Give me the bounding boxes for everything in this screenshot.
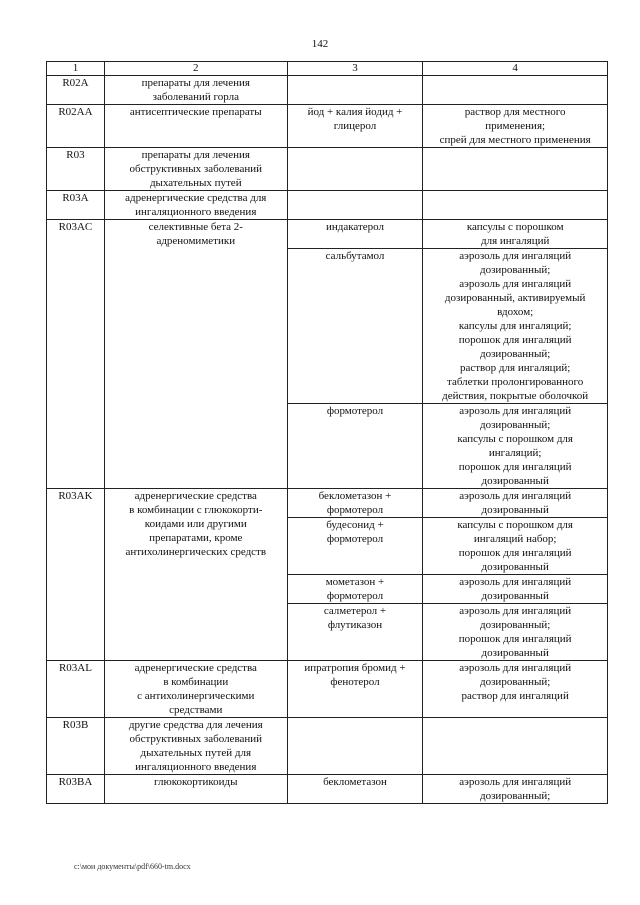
dosage-form-line: аэрозоль для ингаляций [459, 662, 572, 674]
group-name-line: коидами или другими [144, 518, 247, 530]
group-name-cell [104, 76, 287, 105]
dosage-form-line: порошок для ингаляций [458, 461, 572, 473]
atc-code-cell: R03 [47, 148, 105, 191]
dosage-form-line: капсулы для ингаляций; [458, 320, 572, 332]
drug-name-cell [287, 518, 423, 575]
drug-name-cell [287, 489, 423, 518]
dosage-form-line: дозированный; [479, 676, 551, 688]
drug-name-line: формотерол [326, 405, 384, 417]
dosage-form-line: аэрозоль для ингаляций [459, 605, 572, 617]
group-name-line: адренергические средства для [125, 192, 267, 204]
dosage-form-line: дозированный [481, 561, 549, 573]
dosage-form-line: аэрозоль для ингаляций [459, 776, 572, 788]
column-header-code: 1 [47, 62, 105, 76]
table-row [47, 76, 608, 105]
group-name-cell [104, 718, 287, 775]
dosage-form-cell [423, 575, 608, 604]
dosage-form-line: дозированный; [479, 790, 551, 802]
dosage-form-line: ингаляций; [488, 447, 542, 459]
column-header-group: 2 [104, 62, 287, 76]
group-name-cell [104, 220, 287, 489]
dosage-form-cell [423, 249, 608, 404]
atc-code-cell: R03BA [47, 775, 105, 804]
table-row [47, 661, 608, 718]
dosage-form-line: таблетки пролонгированного [447, 376, 584, 388]
dosage-form-cell [423, 775, 608, 804]
dosage-form-line: аэрозоль для ингаляций [459, 576, 572, 588]
dosage-form-line: для ингаляций [480, 235, 550, 247]
group-name-line: селективные бета 2- [148, 221, 243, 233]
dosage-form-line: аэрозоль для ингаляций [459, 490, 572, 502]
group-name-line: антисептические препараты [129, 106, 262, 118]
footer-file-path: c:\мои документы\pdf\660-tm.docx [74, 862, 191, 871]
group-name-line: антихолинергических средств [125, 546, 267, 558]
dosage-form-line: раствор для местного [464, 106, 566, 118]
atc-code-cell: R03AC [47, 220, 105, 489]
dosage-form-line: дозированный; [479, 619, 551, 631]
drug-name-cell [287, 191, 423, 220]
drug-name-cell [287, 575, 423, 604]
group-name-line: препаратами, кроме [149, 532, 243, 544]
group-name-line: заболеваний горла [152, 91, 239, 103]
drug-name-cell [287, 604, 423, 661]
atc-code-cell: R02AA [47, 105, 105, 148]
dosage-form-line: дозированный; [479, 348, 551, 360]
drug-name-line: йод + калия йодид + [307, 106, 403, 118]
group-name-cell [104, 775, 287, 804]
group-name-line: ингаляционного введения [135, 761, 257, 773]
dosage-form-line: порошок для ингаляций [458, 633, 572, 645]
drug-name-line: салметерол + [323, 605, 387, 617]
dosage-form-cell [423, 148, 608, 191]
atc-code-cell: R02A [47, 76, 105, 105]
drug-name-line: ипратропия бромид + [304, 662, 406, 674]
group-name-line: глюкокортикоиды [154, 776, 238, 788]
group-name-cell [104, 105, 287, 148]
group-name-line: дыхательных путей [149, 177, 242, 189]
drug-name-cell [287, 661, 423, 718]
group-name-line: адреномиметики [156, 235, 236, 247]
dosage-form-line: дозированный [481, 590, 549, 602]
dosage-form-line: порошок для ингаляций [458, 547, 572, 559]
table-row [47, 148, 608, 191]
header-row [47, 62, 608, 76]
table-row [47, 105, 608, 148]
column-header-drug: 3 [287, 62, 423, 76]
dosage-form-cell [423, 191, 608, 220]
drug-name-line: формотерол [326, 533, 384, 545]
dosage-form-cell [423, 604, 608, 661]
dosage-form-line: аэрозоль для ингаляций [459, 278, 572, 290]
table-row [47, 220, 608, 249]
drug-name-line: будесонид + [326, 519, 384, 531]
table-header [47, 62, 608, 76]
atc-code-cell: R03AL [47, 661, 105, 718]
group-name-cell [104, 661, 287, 718]
dosage-form-cell [423, 518, 608, 575]
group-name-line: дыхательных путей для [140, 747, 252, 759]
drug-name-line: фенотерол [330, 676, 380, 688]
group-name-line: обструктивных заболеваний [129, 163, 263, 175]
dosage-form-line: ингаляций набор; [473, 533, 557, 545]
group-name-line: средствами [169, 704, 223, 716]
dosage-form-cell [423, 718, 608, 775]
group-name-line: в комбинации с глюкокорти- [129, 504, 263, 516]
drug-name-line: формотерол [326, 504, 384, 516]
medicine-table [46, 61, 608, 804]
dosage-form-line: аэрозоль для ингаляций [459, 250, 572, 262]
group-name-line: препараты для лечения [141, 77, 250, 89]
dosage-form-cell [423, 105, 608, 148]
drug-name-cell [287, 220, 423, 249]
drug-name-cell [287, 105, 423, 148]
group-name-line: адренергические средства [134, 490, 257, 502]
atc-code-cell: R03A [47, 191, 105, 220]
drug-name-line: беклометазон + [318, 490, 392, 502]
drug-name-cell [287, 404, 423, 489]
dosage-form-cell [423, 76, 608, 105]
atc-code-cell: R03AK [47, 489, 105, 661]
table-body [47, 76, 608, 804]
dosage-form-line: капсулы с порошком для [457, 519, 573, 531]
dosage-form-line: дозированный [481, 647, 549, 659]
dosage-form-line: дозированный [481, 475, 549, 487]
dosage-form-line: раствор для ингаляций; [459, 362, 571, 374]
column-header-form: 4 [423, 62, 608, 76]
table-row [47, 489, 608, 518]
dosage-form-line: раствор для ингаляций [461, 690, 569, 702]
drug-name-line: флутиказон [327, 619, 383, 631]
group-name-cell [104, 191, 287, 220]
dosage-form-line: действия, покрытые оболочкой [442, 390, 589, 402]
drug-name-line: индакатерол [325, 221, 385, 233]
group-name-line: с антихолинергическими [137, 690, 255, 702]
table-row [47, 718, 608, 775]
group-name-line: другие средства для лечения [128, 719, 263, 731]
group-name-line: ингаляционного введения [135, 206, 257, 218]
drug-name-line: глицерол [333, 120, 377, 132]
drug-name-cell [287, 775, 423, 804]
drug-name-line: беклометазон [323, 776, 387, 788]
dosage-form-line: спрей для местного применения [439, 134, 591, 146]
dosage-form-line: капсулы с порошком для [457, 433, 573, 445]
dosage-form-line: аэрозоль для ингаляций [459, 405, 572, 417]
group-name-line: обструктивных заболеваний [129, 733, 263, 745]
dosage-form-line: дозированный; [479, 419, 551, 431]
drug-name-cell [287, 76, 423, 105]
drug-name-cell [287, 718, 423, 775]
drug-name-line: мометазон + [325, 576, 385, 588]
group-name-line: препараты для лечения [141, 149, 250, 161]
drug-name-cell [287, 249, 423, 404]
dosage-form-line: вдохом; [497, 306, 534, 318]
dosage-form-cell [423, 489, 608, 518]
page-number: 142 [311, 38, 329, 50]
table-row [47, 191, 608, 220]
table-row [47, 775, 608, 804]
dosage-form-line: дозированный, активируемый [444, 292, 586, 304]
atc-code-cell: R03B [47, 718, 105, 775]
group-name-line: в комбинации [163, 676, 229, 688]
drug-name-cell [287, 148, 423, 191]
group-name-cell [104, 489, 287, 661]
dosage-form-line: порошок для ингаляций [458, 334, 572, 346]
dosage-form-cell [423, 404, 608, 489]
dosage-form-line: дозированный [481, 504, 549, 516]
dosage-form-cell [423, 661, 608, 718]
drug-name-line: формотерол [326, 590, 384, 602]
dosage-form-line: дозированный; [479, 264, 551, 276]
dosage-form-line: применения; [485, 120, 546, 132]
group-name-cell [104, 148, 287, 191]
dosage-form-line: капсулы с порошком [466, 221, 564, 233]
group-name-line: адренергические средства [134, 662, 257, 674]
dosage-form-cell [423, 220, 608, 249]
drug-name-line: сальбутамол [325, 250, 385, 262]
